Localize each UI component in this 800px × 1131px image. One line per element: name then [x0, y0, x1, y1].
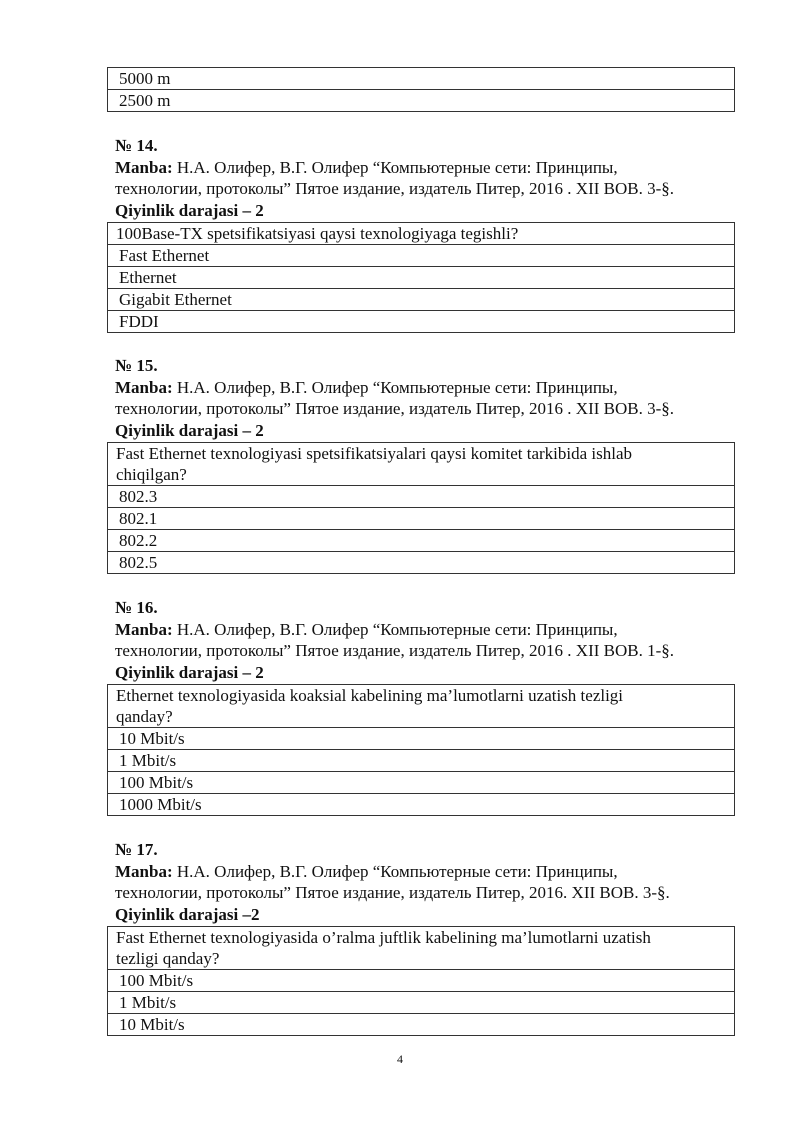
source-label: Manba: [115, 157, 173, 177]
answer-cell: 10 Mbit/s [108, 1014, 735, 1036]
table-row [108, 772, 735, 794]
question-line: chiqilgan? [116, 465, 187, 484]
source-line [115, 157, 755, 179]
table-row [108, 1014, 735, 1036]
source-line [115, 377, 755, 399]
answer-cell: 802.2 [108, 530, 735, 552]
difficulty-level: Qiyinlik darajasi – 2 [115, 420, 264, 440]
question-line: tezligi qanday? [116, 949, 220, 968]
answer-cell: 5000 m [108, 68, 735, 90]
table-row [108, 223, 735, 245]
answer-cell: 10 Mbit/s [108, 728, 735, 750]
answer-cell: Fast Ethernet [108, 245, 735, 267]
answer-cell: 1 Mbit/s [108, 750, 735, 772]
table-row [108, 443, 735, 486]
answer-cell: Gigabit Ethernet [108, 289, 735, 311]
source-label: Manba: [115, 377, 173, 397]
question-cell [108, 685, 735, 728]
source-line-2: технологии, протоколы” Пятое издание, издатель Питер, 2016 . XII BOB. 3-§. [115, 179, 675, 198]
source-line-2: технологии, протоколы” Пятое издание, издатель Питер, 2016 . XII BOB. 3-§. [115, 399, 675, 418]
question-header-14 [115, 135, 755, 221]
question-cell: 100Base-TX spetsifikatsiyasi qaysi texnologiyaga tegishli? [108, 223, 735, 245]
table-row [108, 508, 735, 530]
source-line [115, 861, 755, 883]
table-row [108, 245, 735, 267]
question-number: № 17. [115, 840, 158, 859]
answer-cell: Ethernet [108, 267, 735, 289]
question-number: № 14. [115, 136, 158, 155]
source-line-2: технологии, протоколы” Пятое издание, издатель Питер, 2016. XII BOB. 3-§. [115, 883, 670, 902]
table-row [108, 992, 735, 1014]
table-row [108, 90, 735, 112]
table-row [108, 267, 735, 289]
question-header-17 [115, 839, 755, 925]
answer-cell: 1 Mbit/s [108, 992, 735, 1014]
source-text: Н.А. Олифер, В.Г. Олифер “Компьютерные сети: Принципы, [172, 377, 618, 397]
question-header-16 [115, 597, 755, 683]
difficulty-level: Qiyinlik darajasi – 2 [115, 200, 264, 220]
table-row [108, 750, 735, 772]
question-number: № 16. [115, 598, 158, 617]
answer-cell: 1000 Mbit/s [108, 794, 735, 816]
source-label: Manba: [115, 619, 173, 639]
question-cell [108, 443, 735, 486]
table-row [108, 927, 735, 970]
table-row [108, 970, 735, 992]
answer-cell: FDDI [108, 311, 735, 333]
table-row [108, 552, 735, 574]
table-row [108, 685, 735, 728]
table-row [108, 289, 735, 311]
page-number: 4 [397, 1052, 403, 1066]
answer-cell: 100 Mbit/s [108, 772, 735, 794]
question-header-15 [115, 355, 755, 441]
table-row [108, 794, 735, 816]
difficulty-level: Qiyinlik darajasi –2 [115, 904, 260, 924]
answers-table-continued [107, 67, 735, 112]
table-row [108, 728, 735, 750]
source-text: Н.А. Олифер, В.Г. Олифер “Компьютерные сети: Принципы, [172, 619, 618, 639]
table-row [108, 68, 735, 90]
answer-cell: 100 Mbit/s [108, 970, 735, 992]
answer-cell: 802.1 [108, 508, 735, 530]
question-table-17 [107, 926, 735, 1036]
answer-cell: 2500 m [108, 90, 735, 112]
table-row [108, 530, 735, 552]
source-label: Manba: [115, 861, 173, 881]
source-text: Н.А. Олифер, В.Г. Олифер “Компьютерные сети: Принципы, [172, 861, 618, 881]
source-line-2: технологии, протоколы” Пятое издание, издатель Питер, 2016 . XII BOB. 1-§. [115, 641, 675, 660]
question-line: Fast Ethernet texnologiyasi spetsifikatsiyalari qaysi komitet tarkibida ishlab [116, 444, 633, 463]
table-row [108, 486, 735, 508]
source-text: Н.А. Олифер, В.Г. Олифер “Компьютерные сети: Принципы, [172, 157, 618, 177]
question-number: № 15. [115, 356, 158, 375]
answer-cell: 802.5 [108, 552, 735, 574]
question-cell [108, 927, 735, 970]
table-row [108, 311, 735, 333]
question-line: Fast Ethernet texnologiyasida o’ralma juftlik kabelining ma’lumotlarni uzatish [116, 928, 651, 947]
question-line: qanday? [116, 707, 173, 726]
difficulty-level: Qiyinlik darajasi – 2 [115, 662, 264, 682]
question-table-16 [107, 684, 735, 816]
question-line: Ethernet texnologiyasida koaksial kabelining ma’lumotlarni uzatish tezligi [116, 686, 624, 705]
answer-cell: 802.3 [108, 486, 735, 508]
question-table-14 [107, 222, 735, 333]
question-table-15 [107, 442, 735, 574]
source-line [115, 619, 755, 641]
